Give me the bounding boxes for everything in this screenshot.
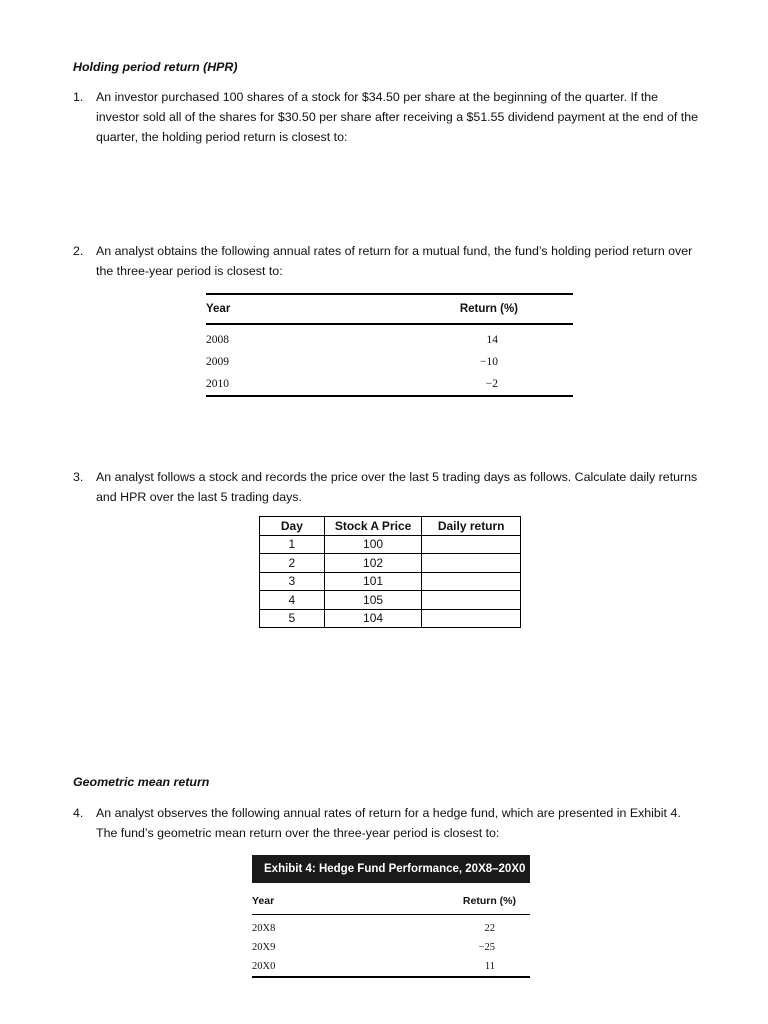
- table-row: [260, 535, 521, 554]
- table-row: [260, 591, 521, 610]
- question-3: [73, 467, 703, 507]
- return-cell: 11: [484, 961, 495, 972]
- year-cell: 20X9: [252, 942, 276, 953]
- question-2: [73, 241, 703, 281]
- day-cell: 3: [260, 572, 325, 591]
- daily-return-cell: [422, 572, 521, 591]
- year-cell: 2009: [206, 356, 229, 368]
- year-cell: 20X8: [252, 923, 276, 934]
- return-cell: 14: [486, 334, 498, 346]
- table-row: [252, 938, 530, 957]
- section-heading-hpr: Holding period return (HPR): [73, 60, 238, 74]
- question-number: 3.: [73, 470, 84, 484]
- column-header-price: Stock A Price: [324, 517, 422, 536]
- question-number: 4.: [73, 806, 84, 820]
- price-cell: 102: [324, 554, 422, 573]
- exhibit-title: Exhibit 4: Hedge Fund Performance, 20X8–20X0: [252, 855, 530, 883]
- year-cell: 2010: [206, 378, 229, 390]
- question-4: [73, 803, 703, 843]
- table-header-row: [260, 517, 521, 536]
- return-cell: 22: [484, 923, 495, 934]
- return-cell: −10: [480, 356, 498, 368]
- price-cell: 101: [324, 572, 422, 591]
- return-cell: −2: [485, 378, 498, 390]
- question-1: [73, 87, 703, 147]
- column-header-year: Year: [206, 303, 231, 315]
- table-row: [206, 373, 573, 396]
- question-text: An analyst follows a stock and records the price over the last 5 trading days as follows. Calculate daily returns and HPR over the last 5 trading days.: [96, 470, 698, 504]
- day-cell: 4: [260, 591, 325, 610]
- question-text: An analyst observes the following annual rates of return for a hedge fund, which are presented in Exhibit 4. The fund’s geometric mean return over the three-year period is closest to:: [96, 806, 681, 840]
- day-cell: 1: [260, 535, 325, 554]
- daily-return-cell: [422, 554, 521, 573]
- column-header-day: Day: [260, 517, 325, 536]
- table-row: [260, 609, 521, 628]
- table-row: [260, 572, 521, 591]
- table-row: [252, 957, 530, 977]
- question-text: An investor purchased 100 shares of a stock for $34.50 per share at the beginning of the quarter. If the investor sold all of the shares for $30.50 per share after receiving a $51.55 dividend payment at the end of the quarter, the holding period return is closest to:: [96, 90, 699, 144]
- question-text: An analyst obtains the following annual rates of return for a mutual fund, the fund’s holding period return over the three-year period is closest to:: [96, 244, 693, 278]
- column-header-daily-return: Daily return: [422, 517, 521, 536]
- year-cell: 2008: [206, 334, 229, 346]
- price-cell: 105: [324, 591, 422, 610]
- table-row: [260, 554, 521, 573]
- day-cell: 2: [260, 554, 325, 573]
- table-header-row: [252, 888, 530, 915]
- table-header-row: [206, 294, 573, 324]
- mutual-fund-returns-table: [206, 293, 573, 397]
- stock-price-table: [259, 516, 521, 628]
- daily-return-cell: [422, 591, 521, 610]
- column-header-return: Return (%): [459, 303, 518, 315]
- price-cell: 104: [324, 609, 422, 628]
- question-number: 2.: [73, 244, 84, 258]
- table-row: [206, 324, 573, 351]
- year-cell: 20X0: [252, 961, 276, 972]
- hedge-fund-returns-table: [252, 888, 530, 978]
- daily-return-cell: [422, 535, 521, 554]
- section-heading-geometric-mean: Geometric mean return: [73, 775, 210, 789]
- question-number: 1.: [73, 90, 84, 104]
- price-cell: 100: [324, 535, 422, 554]
- return-cell: −25: [478, 942, 495, 953]
- table-row: [252, 915, 530, 939]
- day-cell: 5: [260, 609, 325, 628]
- table-row: [206, 351, 573, 373]
- column-header-year: Year: [252, 895, 275, 907]
- column-header-return: Return (%): [462, 895, 516, 907]
- daily-return-cell: [422, 609, 521, 628]
